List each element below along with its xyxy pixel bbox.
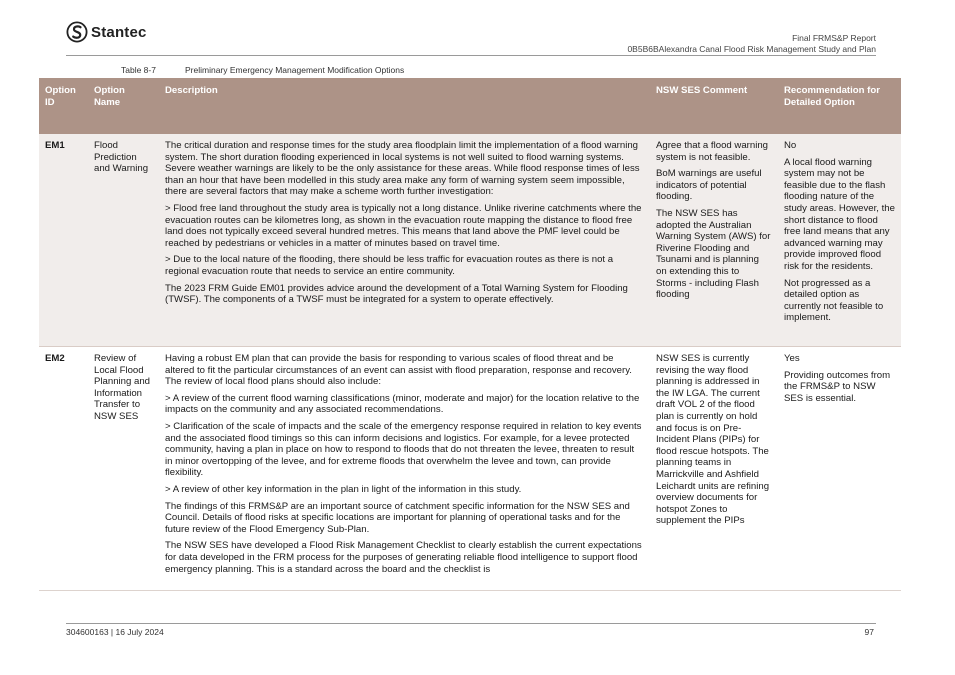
ses-comment-cell <box>650 134 778 346</box>
em-options-table <box>39 78 901 591</box>
description-paragraph: The findings of this FRMS&P are an important source of catchment specific information for the NSW SES and Council. Details of flood risks at specific locations are important for planning of operational tasks and for the future review of the Flood Emergency Sub-Plan. <box>165 500 630 535</box>
col-header-option-id: Option ID <box>39 78 88 134</box>
description-paragraph: > Flood free land throughout the study area is typically not a long distance. Unlike riverine catchments where the evacuation routes can be kilometres long, as shown in the evacuation route mapping the distance to flood free land does not typically exceed several hundred metres. This means that land above the PMF level could be reached by pedestrians or vehicles in a matter of minutes based on travel time. <box>165 202 642 249</box>
recommendation-paragraph: No <box>784 140 797 151</box>
table-number: Table 8-7 <box>121 65 156 75</box>
footer-divider <box>66 623 876 624</box>
recommendation-paragraph: Providing outcomes from the FRMS&P to NSW SES is essential. <box>784 369 891 404</box>
option-id-cell: EM1 <box>39 134 88 346</box>
recommendation-paragraph: A local flood warning system may not be feasible due to the flash flooding nature of the study areas. However, the short distance to flood free land means that any advanced warning may provide improved flood risk for the residents. <box>784 156 895 272</box>
col-header-ses-comment: NSW SES Comment <box>650 78 778 134</box>
option-id-cell: EM2 <box>39 347 88 591</box>
report-subtitle: 0B5B6BAlexandra Canal Flood Risk Management Study and Plan <box>627 44 876 54</box>
table-header-row <box>39 78 901 134</box>
option-name-cell: Review of Local Flood Planning and Information Transfer to NSW SES <box>88 347 159 591</box>
document-reference: 304600163 | 16 July 2024 <box>66 627 164 637</box>
table-caption-text: Preliminary Emergency Management Modification Options <box>185 65 405 75</box>
description-paragraph: The 2023 FRM Guide EM01 provides advice around the development of a Total Warning System for Flooding (TWSF). The components of a TWSF must be integrated for a system to operate effectively. <box>165 282 628 306</box>
description-paragraph: Having a robust EM plan that can provide the basis for responding to various scales of flood threat and be altered to fit the particular circumstances of an event can assist with flood preparation, response and recovery. The review of local flood plans should also include: <box>165 353 632 388</box>
description-cell <box>159 347 650 591</box>
comment-paragraph: NSW SES is currently revising the way flood planning is addressed in the IW LGA. The current draft VOL 2 of the flood plan is currently on hold and focus is on Pre-Incident Plans (PIPs) for flood rescue hotspots. The planning teams in Marrickville and Ashfield Leichardt units are refining overview documents for hotspot Zones to supplement the PIPs <box>656 353 770 527</box>
stantec-logo-icon <box>66 21 88 43</box>
description-paragraph: The NSW SES have developed a Flood Risk Management Checklist to clearly establish the current expectations for data developed in the FRM process for the purposes of generating reliable flood intelligence to support flood emergency planning. This is a standard across the board and the checklist is <box>165 540 642 575</box>
table-caption <box>121 65 404 75</box>
brand-name: Stantec <box>91 23 147 41</box>
col-header-recommendation: Recommendation for Detailed Option <box>778 78 901 134</box>
table-row <box>39 134 901 346</box>
col-header-option-name: Option Name <box>88 78 159 134</box>
comment-paragraph: Agree that a flood warning system is not feasible. <box>656 140 769 163</box>
description-paragraph: > Due to the local nature of the flooding, there should be less traffic for evacuation routes as there is not a regional evacuation route that needs to service an entire community. <box>165 254 614 277</box>
col-header-description: Description <box>159 78 650 134</box>
recommendation-cell <box>778 134 901 346</box>
description-paragraph: > Clarification of the scale of impacts and the scale of the emergency response required in relation to key events and the associated flood timings so this can inform decisions and logistics. For example, for a levee protected community, having a plan in place on how to respond to floods that do not threaten the levee, threaten to result in minor overtopping of the levee, and for extreme floods that overwhelm the levee and town, can provide flexibility. <box>165 420 642 479</box>
comment-paragraph: BoM warnings are useful indicators of potential flooding. <box>656 168 762 203</box>
table-row <box>39 347 901 591</box>
page-number: 97 <box>864 627 874 637</box>
option-name-cell: Flood Prediction and Warning <box>88 134 159 346</box>
recommendation-paragraph: Yes <box>784 353 800 364</box>
header-divider <box>66 55 876 56</box>
description-paragraph: The critical duration and response times for the study area floodplain limit the implementation of a flood warning system. The short duration flooding experienced in local systems is not well suited to flood warning systems. Severe weather warnings are likely to be the only assistance for these areas. While flood response times of less than an hour that have been modelled in this study area make any form of warning system seem impossible, there are several factors that may make a scheme worth further investigation: <box>165 140 640 198</box>
ses-comment-cell <box>650 347 778 591</box>
recommendation-cell <box>778 347 901 591</box>
recommendation-paragraph: Not progressed as a detailed option as currently not feasible to implement. <box>784 277 884 324</box>
description-cell <box>159 134 650 346</box>
comment-paragraph: The NSW SES has adopted the Australian Warning System (AWS) for Riverine Flooding and Tsunami and is planning on extending this to Storms - including Flash flooding <box>656 207 771 301</box>
description-paragraph: > A review of other key information in the plan in light of the information in this study. <box>165 483 522 495</box>
description-paragraph: > A review of the current flood warning classifications (minor, moderate and major) for the location relative to the impacts on the community and any associated recommendations. <box>165 392 640 416</box>
report-title: Final FRMS&P Report <box>792 33 876 43</box>
stantec-logo <box>66 21 147 43</box>
report-header <box>627 33 876 55</box>
